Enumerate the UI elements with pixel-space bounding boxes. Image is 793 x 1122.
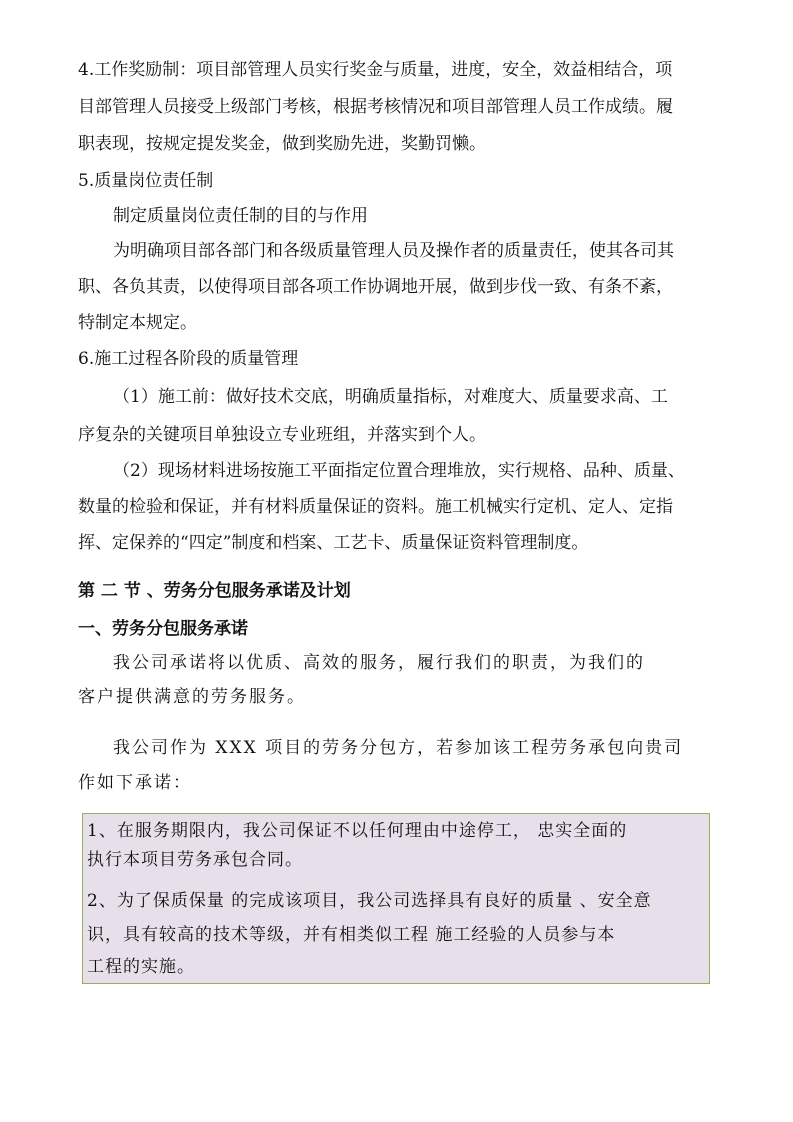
section-5-subtitle: 制定质量岗位责任制的目的与作用 bbox=[113, 206, 368, 226]
section-6-item-2-line: 数量的检验和保证，并有材料质量保证的资料。施工机械实行定机、定人、定指 bbox=[78, 497, 673, 517]
section-6-item-1-line: （1）施工前：做好技术交底，明确质量指标，对难度大、质量要求高、工 bbox=[113, 387, 668, 407]
promise-paragraph-2-line: 作如下承诺： bbox=[78, 773, 192, 793]
promise-paragraph-2-line: 我公司作为 XXX 项目的劳务分包方，若参加该工程劳务承包向贵司 bbox=[113, 738, 684, 758]
section-heading: 第 二 节 、劳务分包服务承诺及计划 bbox=[78, 581, 351, 601]
subsection-heading: 一、劳务分包服务承诺 bbox=[78, 619, 248, 639]
promise-paragraph-1-line: 我公司承诺将以优质、高效的服务，履行我们的职责，为我们的 bbox=[113, 653, 645, 673]
commitment-item-2-line: 工程的实施。 bbox=[87, 957, 195, 977]
section-5-body-line: 职、各负其责，以使得项目部各项工作协调地开展，做到步伐一致、有条不紊， bbox=[78, 277, 673, 297]
promise-paragraph-1-line: 客户提供满意的劳务服务。 bbox=[78, 687, 306, 707]
section-5-title: 5.质量岗位责任制 bbox=[78, 171, 214, 191]
section-5-body-line: 为明确项目部各部门和各级质量管理人员及操作者的质量责任，使其各司其 bbox=[113, 241, 674, 261]
paragraph-4-line: 4.工作奖励制：项目部管理人员实行奖金与质量，进度，安全，效益相结合，项 bbox=[78, 60, 673, 80]
commitment-box bbox=[82, 813, 710, 984]
commitment-item-2-line: 2、为了保质保量 的完成该项目，我公司选择具有良好的质量 、安全意 bbox=[87, 891, 652, 911]
section-6-item-2-line: 挥、定保养的“四定”制度和档案、工艺卡、质量保证资料管理制度。 bbox=[78, 533, 589, 553]
paragraph-4-line: 目部管理人员接受上级部门考核，根据考核情况和项目部管理人员工作成绩。履 bbox=[78, 97, 673, 117]
section-6-item-2-line: （2）现场材料进场按施工平面指定位置合理堆放，实行规格、品种、质量、 bbox=[113, 461, 685, 481]
section-6-item-1-line: 序复杂的关键项目单独设立专业班组，并落实到个人。 bbox=[78, 425, 486, 445]
paragraph-4-line: 职表现，按规定提发奖金，做到奖励先进，奖勤罚懒。 bbox=[78, 134, 486, 154]
section-6-title: 6.施工过程各阶段的质量管理 bbox=[78, 349, 299, 369]
commitment-item-2-line: 识，具有较高的技术等级，并有相类似工程 施工经验的人员参与本 bbox=[87, 925, 616, 945]
commitment-item-1-line: 1、在服务期限内，我公司保证不以任何理由中途停工， 忠实全面的 bbox=[87, 821, 628, 841]
section-5-body-line: 特制定本规定。 bbox=[78, 313, 197, 333]
commitment-item-1-line: 执行本项目劳务承包合同。 bbox=[87, 850, 303, 870]
